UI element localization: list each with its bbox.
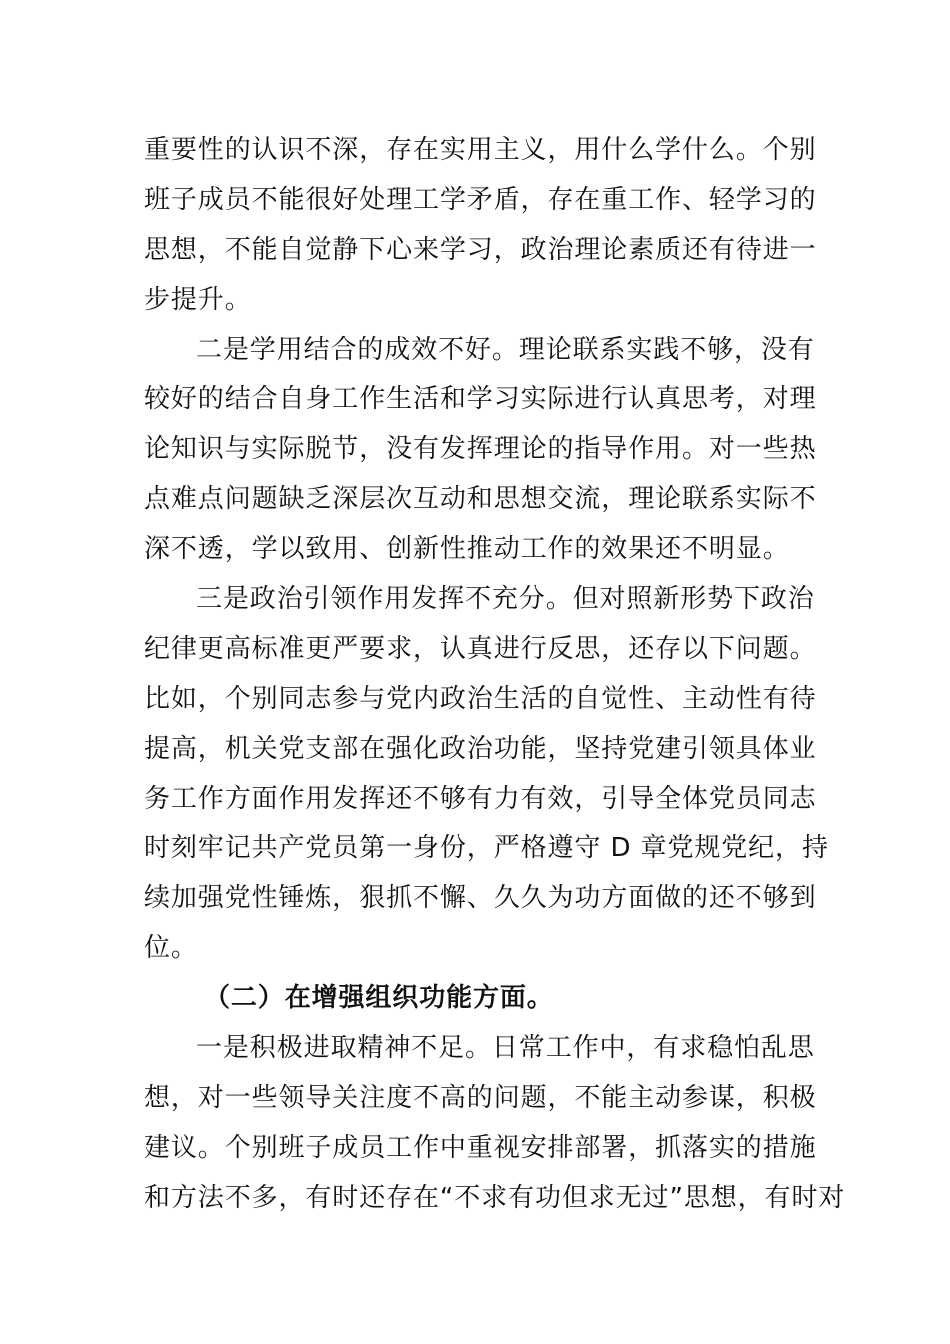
document-page	[144, 126, 846, 1224]
text-line: 纪律更高标准更严要求，认真进行反思，还存以下问题。	[144, 633, 817, 664]
text-line: 论知识与实际脱节，没有发挥理论的指导作用。对一些热	[144, 434, 817, 465]
text-line: 比如，个别同志参与党内政治生活的自觉性、主动性有待	[144, 683, 817, 714]
text-line: 重要性的认识不深，存在实用主义，用什么学什么。个别	[144, 135, 817, 165]
text-line: 想，对一些领导关注度不高的问题，不能主动参谋，积极	[144, 1082, 817, 1113]
paragraph-start-line: 二是学用结合的成效不好。理论联系实践不够，没有	[196, 334, 815, 365]
paragraph-start-line: 三是政治引领作用发挥不充分。但对照新形势下政治	[196, 584, 815, 615]
section-heading: （二）在增强组织功能方面。	[204, 983, 554, 1014]
text-line: 较好的结合自身工作生活和学习实际进行认真思考，对理	[144, 384, 817, 415]
text-line: 续加强党性锤炼，狠抓不懈、久久为功方面做的还不够到	[144, 883, 817, 914]
text-line: 时刻牢记共产党员第一身份，严格遵守 D 章党规党纪，持	[144, 833, 829, 864]
text-line: 思想，不能自觉静下心来学习，政治理论素质还有待进一	[144, 234, 817, 265]
text-line: 班子成员不能很好处理工学矛盾，存在重工作、轻学习的	[144, 184, 817, 215]
text-line: 位。	[144, 933, 198, 964]
text-line: 步提升。	[144, 284, 252, 315]
text-line: 点难点问题缺乏深层次互动和思想交流，理论联系实际不	[144, 484, 817, 515]
text-line: 务工作方面作用发挥还不够有力有效，引导全体党员同志	[144, 783, 817, 814]
text-line: 深不透，学以致用、创新性推动工作的效果还不明显。	[144, 534, 790, 565]
text-line: 提高，机关党支部在强化政治功能，坚持党建引领具体业	[144, 733, 817, 764]
text-line: 建议。个别班子成员工作中重视安排部署，抓落实的措施	[144, 1132, 817, 1163]
text-line: 和方法不多，有时还存在“不求有功但求无过”思想，有时对	[144, 1182, 846, 1213]
paragraph-start-line: 一是积极进取精神不足。日常工作中，有求稳怕乱思	[196, 1033, 815, 1064]
